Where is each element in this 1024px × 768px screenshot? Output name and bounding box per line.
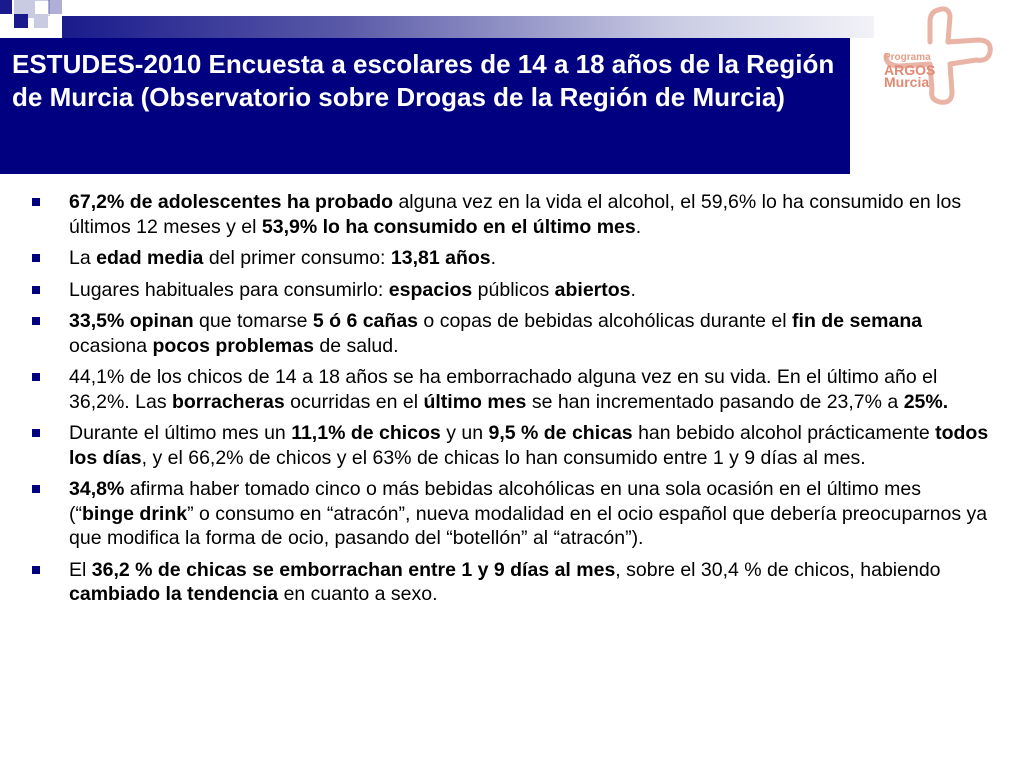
bullet-text: El [69,558,92,581]
bullet-text: han bebido alcohol prácticamente [632,422,936,444]
bullet-item [28,246,990,271]
bullet-text: que tomarse [193,310,313,332]
bullet-text-bold: espacios [388,278,473,301]
header-gradient-strip [62,16,874,38]
bullet-text-bold: 53,9% lo ha consumido en el último mes [261,215,636,238]
bullet-text-bold: 34,8% [69,478,125,500]
bullet-text: 44,1% de los chicos de 14 a 18 años se ha emborrachado alguna vez en su vida. En el último año el 36,2%. Las [69,366,938,413]
bullet-square-icon [32,286,40,294]
bullet-text: o copas de bebidas alcohólicas durante el [418,310,793,332]
decor-square [0,0,12,14]
logo-line-2: ARGOS [884,62,936,78]
bullet-text-bold: 9,5 % de chicas [488,422,633,444]
bullet-square-icon [32,317,40,325]
bullet-item [28,558,990,607]
bullet-text: ocurridas en el [284,390,424,413]
bullet-text-bold: 5 ó 6 cañas [312,310,419,332]
bullet-text: alguna vez en la vida el alcohol, el 59,6% lo ha consumido en los últimos 12 meses y el [69,191,962,238]
bullet-text: en cuanto a sexo. [278,583,438,605]
bullet-item [28,309,990,358]
bullet-text: ” o consumo en “atracón”, nueva modalidad en el ocio español que debería preocuparnos ya que modifica la forma de ocio, pasando del “botellón” al “atracón”). [69,502,988,549]
bullet-item [28,278,990,303]
bullet-text: ocasiona [69,334,153,357]
bullet-text-bold: abiertos [554,278,631,301]
bullet-square-icon [32,198,40,206]
bullet-text-bold: 67,2% de adolescentes ha probado [69,191,394,213]
bullet-list [28,190,990,614]
bullet-square-icon [32,566,40,574]
logo-line-1: Programa [884,52,931,63]
bullet-text-bold: todos los días [69,422,989,469]
bullet-text-bold: edad media [96,247,204,269]
bullet-text: . [630,278,636,301]
bullet-square-icon [32,485,40,493]
bullet-text-bold: 11,1% de chicos [291,422,441,444]
bullet-text: . [635,215,642,238]
bullet-text-bold: borracheras [171,390,285,413]
bullet-text: se han incrementado pasando de 23,7% a [526,390,904,413]
bullet-square-icon [32,254,40,262]
decor-square [48,0,62,14]
bullet-item [28,365,990,414]
bullet-text-bold: binge drink [82,502,188,525]
bullet-text-bold: 33,5% opinan [69,310,194,332]
decor-square [34,14,48,28]
bullet-text: , y el 66,2% de chicos y el 63% de chicas lo han consumido entre 1 y 9 días al mes. [141,446,866,469]
bullet-text: . [490,247,497,269]
bullet-text-bold: 13,81 años [390,247,491,269]
bullet-square-icon [32,429,40,437]
bullet-text: , sobre el 30,4 % de chicos, habiendo [615,558,941,581]
bullet-text: públicos [472,278,555,301]
bullet-text: Durante el último mes un [69,422,292,444]
program-logo-text [884,52,974,88]
slide-title: ESTUDES-2010 Encuesta a escolares de 14 a 18 años de la Región de Murcia (Observatorio sobre Drogas de la Región de Murcia) [12,49,835,112]
bullet-text: del primer consumo: [203,247,391,269]
bullet-text-bold: 36,2 % de chicas se emborrachan entre 1 y 9 días al mes [91,558,616,581]
bullet-text: y un [440,422,489,444]
bullet-item [28,421,990,470]
bullet-item [28,190,990,239]
bullet-text-bold: último mes [423,390,527,413]
decor-square [14,14,28,28]
bullet-item [28,477,990,551]
bullet-text-bold: cambiado la tendencia [69,583,279,605]
bullet-text: de salud. [313,334,399,357]
logo-line-3: Murcia [884,74,930,90]
bullet-text: afirma haber tomado cinco o más bebidas alcohólicas en una sola ocasión en el último mes (“ [69,478,921,525]
bullet-text-bold: fin de semana [792,310,923,332]
bullet-text-bold: 25%. [903,390,949,413]
bullet-square-icon [32,373,40,381]
bullet-text-bold: pocos problemas [152,334,314,357]
bullet-text: Lugares habituales para consumirlo: [69,278,389,301]
bullet-text: La [69,247,97,269]
